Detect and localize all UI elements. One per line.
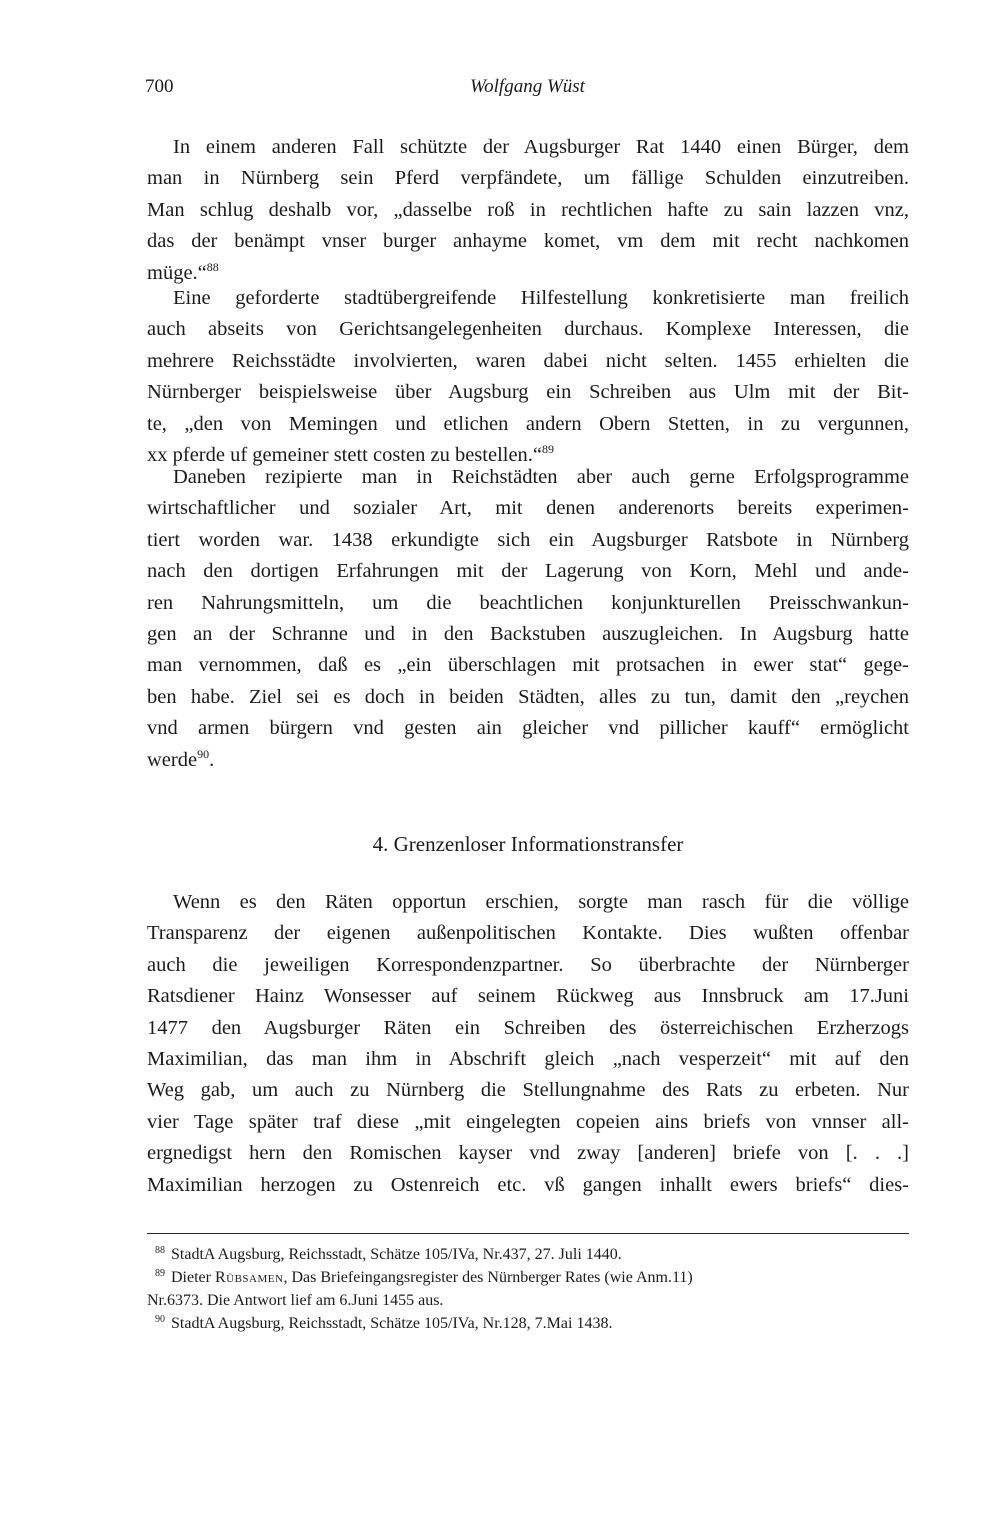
text-line-last [147,745,909,776]
text-fragment: müge.“ [147,261,207,284]
text-line: Daneben rezipierte man in Reichstädten aber auch gerne Erfolgsprogramme [173,466,909,488]
text-fragment: xx pferde uf gemeiner stett costen zu bestellen.“ [147,443,543,466]
footnote-ref-90[interactable]: 90 [197,746,210,761]
footnote-mark: 88 [155,1245,165,1256]
footnote-text: StadtA Augsburg, Reichsstadt, Schätze 105/IVa, Nr.128, 7.Mai 1438. [171,1315,613,1332]
text-line: Weg gab, um auch zu Nürnberg die Stellungnahme des Rats zu erbeten. Nur [147,1079,909,1102]
footnote-text: Dieter [171,1269,215,1286]
text-line: ergnedigst hern den Romischen kayser vnd zway [anderen] briefe von [. . .] [147,1142,909,1165]
section-paragraph [147,887,909,1201]
footnote-mark: 89 [155,1268,165,1279]
text-line: auch abseits von Gerichtsangelegenheiten durchaus. Komplexe Interessen, die [147,318,909,341]
footnote-text: StadtA Augsburg, Reichsstadt, Schätze 105/IVa, Nr.437, 27. Juli 1440. [171,1246,622,1263]
text-line: man in Nürnberg sein Pferd verpfändete, um fällige Schulden einzutreiben. [147,167,909,190]
text-line: nach den dortigen Erfahrungen mit der Lagerung von Korn, Mehl und ande- [147,560,909,583]
paragraph-1 [147,132,909,289]
text-line: 1477 den Augsburger Räten ein Schreiben des österreichischen Erzherzogs [147,1016,909,1039]
footnote-90 [147,1312,909,1335]
text-line: Man schlug deshalb vor, „dasselbe roß in rechtlichen hafte zu sain lazzen vnz, [147,198,909,221]
running-title: Wolfgang Wüst [470,76,585,97]
text-line: vier Tage später traf diese „mit eingelegten copeien ains briefs von vnnser all- [147,1110,909,1133]
footnote-divider [147,1233,909,1234]
text-line: ren Nahrungsmitteln, um die beachtlichen konjunkturellen Preisschwankun- [147,591,909,614]
text-line: Wenn es den Räten opportun erschien, sorgte man rasch für die völlige [173,891,909,913]
text-line: man vernommen, daß es „ein überschlagen mit protsachen in ewer stat“ gege- [147,654,909,677]
footnote-88 [147,1243,909,1266]
text-line: In einem anderen Fall schützte der Augsburger Rat 1440 einen Bürger, dem [173,136,909,158]
footnote-ref-88[interactable]: 88 [206,259,219,274]
footnote-mark: 90 [155,1314,165,1325]
footnote-text: , Das Briefeingangsregister des Nürnberger Rates (wie Anm.11) [283,1269,693,1286]
text-line: das der benämpt vnser burger anhayme komet, vm dem mit recht nachkomen [147,230,909,253]
paragraph-3 [147,462,909,776]
text-line: Eine geforderte stadtübergreifende Hilfestellung konkretisierte man freilich [173,287,909,309]
footnote-89 [147,1266,909,1289]
text-line: Transparenz der eigenen außenpolitischen Kontakte. Dies wußten offenbar [147,922,909,945]
running-head [145,76,910,106]
text-line: Maximilian, das man ihm in Abschrift gleich „nach vesperzeit“ mit auf den [147,1047,909,1070]
footnote-89-continuation: Nr.6373. Die Antwort lief am 6.Juni 1455 aus. [147,1292,444,1309]
text-line: ben habe. Ziel sei es doch in beiden Städten, alles zu tun, damit den „reychen [147,685,909,708]
section-heading: 4. Grenzenloser Informationstransfer [372,832,684,856]
text-line: mehrere Reichsstädte involvierten, waren dabei nicht selten. 1455 erhielten die [147,349,909,372]
footnotes [147,1243,909,1335]
footnote-ref-89[interactable]: 89 [542,441,555,456]
text-line: gen an der Schranne und in den Backstuben auszugleichen. In Augsburg hatte [147,622,909,645]
text-fragment: werde [147,748,198,771]
text-fragment: . [209,748,215,771]
text-line: tiert worden war. 1438 erkundigte sich ein Augsburger Ratsbote in Nürnberg [147,528,909,551]
page-number: 700 [145,76,174,97]
text-line: wirtschaftlicher und sozialer Art, mit denen anderenorts bereits experimen- [147,497,909,520]
text-line: te, „den von Memingen und etlichen andern Obern Stetten, in zu vergunnen, [147,412,909,435]
text-line: auch die jeweiligen Korrespondenzpartner. So überbrachte der Nürnberger [147,953,909,976]
text-line: Nürnberger beispielsweise über Augsburg ein Schreiben aus Ulm mit der Bit- [147,381,909,404]
footnote-author: Rübsamen [214,1269,284,1286]
paragraph-2 [147,283,909,471]
text-line: Maximilian herzogen zu Ostenreich etc. vß gangen inhallt ewers briefs“ dies- [147,1173,909,1196]
text-line: vnd armen bürgern vnd gesten ain gleicher vnd pillicher kauff“ ermöglicht [147,717,909,740]
text-line: Ratsdiener Hainz Wonsesser auf seinem Rückweg aus Innsbruck am 17.Juni [147,985,909,1008]
